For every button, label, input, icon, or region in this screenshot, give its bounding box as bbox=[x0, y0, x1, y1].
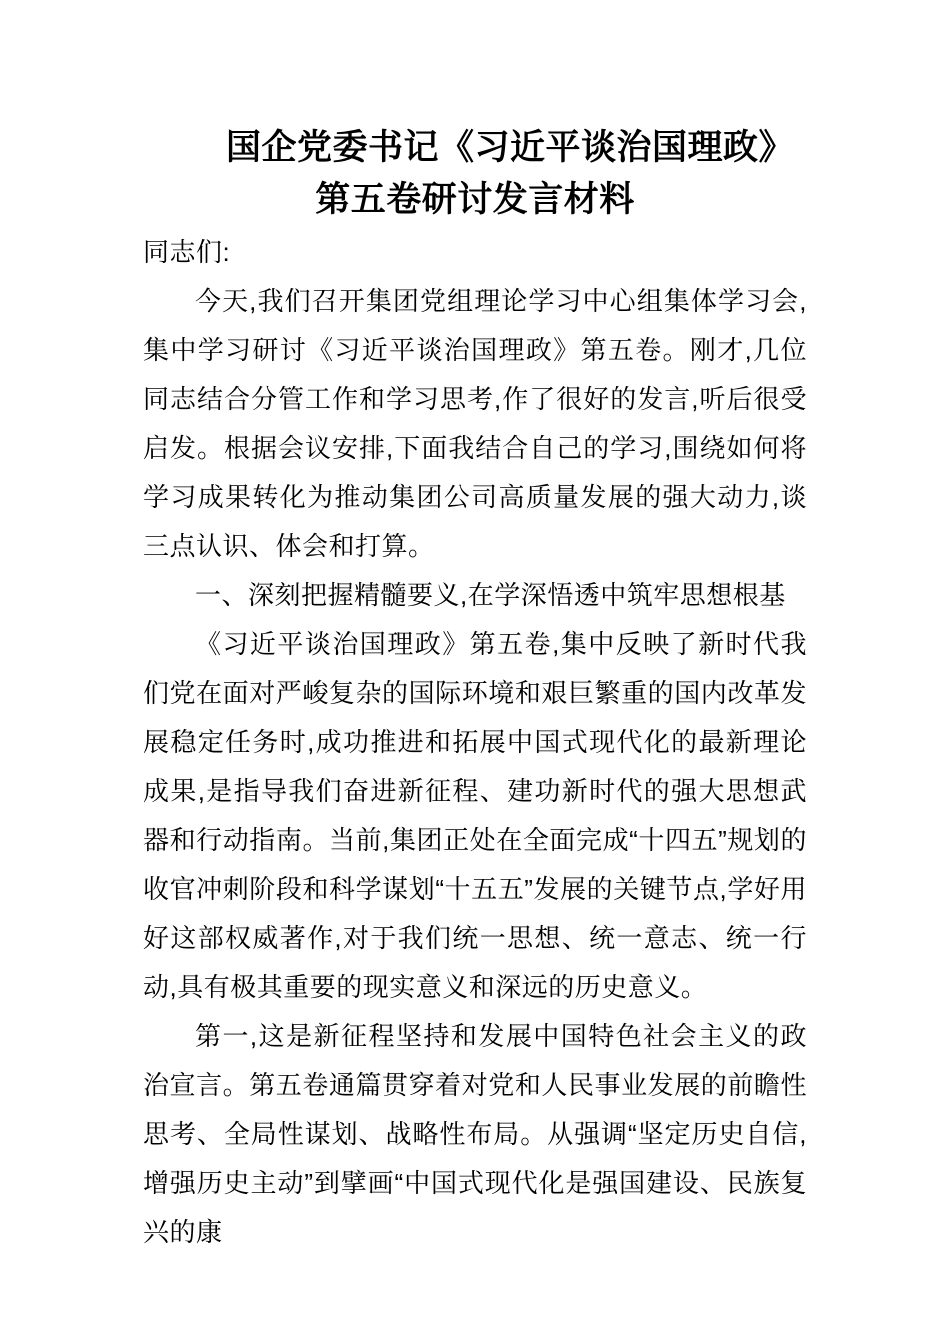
paragraph-intro: 今天,我们召开集团党组理论学习中心组集体学习会,集中学习研讨《习近平谈治国理政》第五卷。刚才,几位同志结合分管工作和学习思考,作了很好的发言,听后很受启发。根据会议安排,下面我结合自己的学习,围绕如何将学习成果转化为推动集团公司高质量发展的强大动力,谈三点认识、体会和打算。 bbox=[143, 286, 807, 561]
salutation: 同志们: bbox=[143, 237, 231, 267]
document-content bbox=[0, 122, 950, 1257]
title-line-1: 国企党委书记《习近平谈治国理政》 bbox=[225, 128, 794, 167]
paragraph-section-1: 《习近平谈治国理政》第五卷,集中反映了新时代我们党在面对严峻复杂的国际环境和艰巨繁重的国内改革发展稳定任务时,成功推进和拓展中国式现代化的最新理论成果,是指导我们奋进新征程、建功新时代的强大思想武器和行动指南。当前,集团正处在全面完成“十四五”规划的收官冲刺阶段和科学谋划“十五五”发展的关键节点,学好用好这部权威著作,对于我们统一思想、统一意志、统一行动,具有极其重要的现实意义和深远的历史意义。 bbox=[143, 629, 807, 1002]
document-body bbox=[143, 228, 807, 1257]
document-title bbox=[143, 122, 807, 226]
title-line-2: 第五卷研讨发言材料 bbox=[315, 180, 635, 219]
section-heading-1: 一、深刻把握精髓要义,在学深悟透中筑牢思想根基 bbox=[195, 580, 786, 610]
paragraph-point-1: 第一,这是新征程坚持和发展中国特色社会主义的政治宣言。第五卷通篇贯穿着对党和人民事业发展的前瞻性思考、全局性谋划、战略性布局。从强调“坚定历史自信,增强历史主动”到擘画“中国式现代化是强国建设、民族复兴的康 bbox=[143, 1021, 807, 1247]
